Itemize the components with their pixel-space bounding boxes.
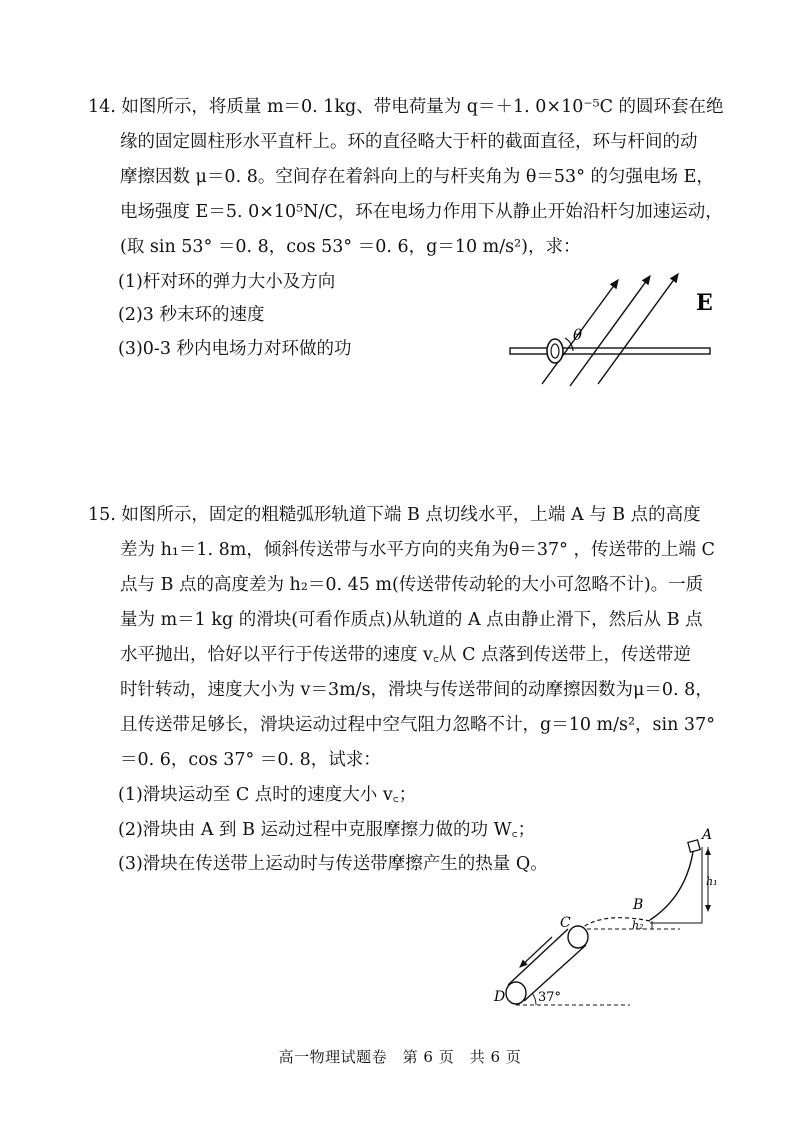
- label-h2: h₂: [632, 919, 644, 932]
- arc-track-outer: [650, 847, 702, 923]
- belt-direction-arrow: [520, 937, 552, 967]
- q15-line-7: 且传送带足够长，滑块运动过程中空气阻力忽略不计，g＝10 m/s²，sin 37°: [120, 715, 715, 735]
- rod: [510, 348, 710, 354]
- q15-line-5: 水平抛出，恰好以平行于传送带的速度 v꜀从 C 点落到传送带上，传送带逆: [120, 645, 692, 665]
- q14-sub-3: (3)0-3 秒内电场力对环做的功: [118, 339, 352, 359]
- angle-label: θ: [573, 326, 583, 344]
- q14-line-2: 缘的固定圆柱形水平直杆上。环的直径略大于杆的截面直径，环与杆间的动: [120, 132, 698, 152]
- page-footer: 高一物理试题卷 第 6 页 共 6 页: [278, 1048, 522, 1066]
- label-d: D: [494, 989, 506, 1005]
- q14-sub-1: (1)杆对环的弹力大小及方向: [118, 272, 336, 292]
- q15-line-6: 时针转动，速度大小为 v＝3m/s，滑块与传送带间的动摩擦因数为μ＝0. 8，: [120, 680, 713, 700]
- label-a: A: [702, 827, 713, 843]
- field-label: E: [696, 290, 713, 316]
- angle-label-37: 37°: [538, 990, 562, 1005]
- label-b: B: [633, 897, 644, 913]
- q15-line-1: 15. 如图所示，固定的粗糙弧形轨道下端 B 点切线水平，上端 A 与 B 点的高度: [88, 505, 701, 525]
- belt-top: [508, 929, 568, 985]
- label-h1: h₁: [706, 875, 718, 888]
- angle-arc-37: [532, 993, 536, 1005]
- q14-field-diagram: [500, 262, 730, 392]
- q15-line-3: 点与 B 点的高度差为 h₂＝0. 45 m(传送带传动轮的大小可忽略不计)。一质: [120, 575, 704, 595]
- ring: [547, 339, 563, 363]
- q14-line-3: 摩擦因数 μ＝0. 8。空间存在着斜向上的与杆夹角为 θ＝53° 的匀强电场 E，: [120, 167, 714, 187]
- roller-d: [506, 982, 526, 1004]
- q15-line-2: 差为 h₁＝1. 8m，倾斜传送带与水平方向的夹角为θ＝37° ，传送带的上端 C: [120, 540, 715, 560]
- q15-conveyor-diagram: [480, 825, 730, 1015]
- arc-track: [650, 845, 694, 920]
- q14-line-5: (取 sin 53° ＝0. 8，cos 53° ＝0. 6，g＝10 m/s²)，求：: [120, 237, 581, 257]
- slider-block: [688, 840, 700, 852]
- q15-line-8: ＝0. 6，cos 37° ＝0. 8，试求：: [120, 750, 381, 770]
- roller-c: [568, 926, 588, 948]
- q15-sub-2: (2)滑块由 A 到 B 运动过程中克服摩擦力做的功 W꜀；: [118, 820, 536, 840]
- q14-sub-2: (2)3 秒末环的速度: [118, 305, 265, 325]
- label-c: C: [560, 915, 571, 931]
- q15-sub-1: (1)滑块运动至 C 点时的速度大小 v꜀；: [118, 785, 417, 805]
- q15-sub-3: (3)滑块在传送带上运动时与传送带摩擦产生的热量 Q。: [118, 854, 548, 874]
- q15-line-4: 量为 m＝1 kg 的滑块(可看作质点)从轨道的 A 点由静止滑下，然后从 B 点: [120, 610, 703, 630]
- q14-line-4: 电场强度 E＝5. 0×10⁵N/C，环在电场力作用下从静止开始沿杆匀加速运动，: [120, 202, 723, 222]
- q14-line-1: 14. 如图所示，将质量 m＝0. 1kg、带电荷量为 q＝＋1. 0×10⁻⁵C 的圆环套在绝: [88, 97, 724, 117]
